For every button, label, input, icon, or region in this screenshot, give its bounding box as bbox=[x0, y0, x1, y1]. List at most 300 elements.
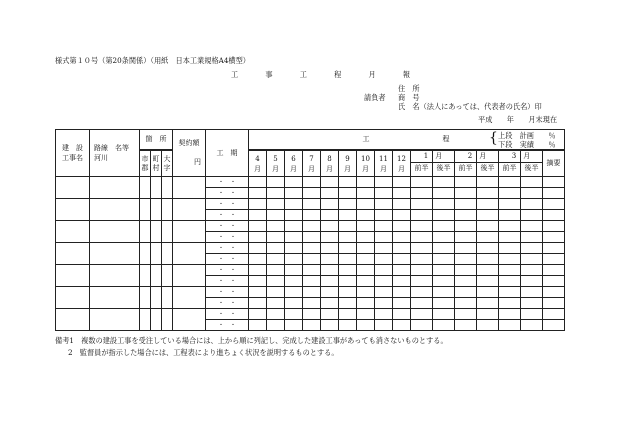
progress-cell[interactable] bbox=[303, 265, 321, 276]
header-city-county: 市 郡 bbox=[140, 151, 151, 177]
progress-cell[interactable] bbox=[543, 287, 565, 298]
entry-cell[interactable] bbox=[90, 287, 140, 309]
entry-cell[interactable] bbox=[173, 221, 206, 243]
progress-cell[interactable] bbox=[375, 232, 393, 243]
progress-cell[interactable] bbox=[267, 309, 285, 320]
progress-cell[interactable] bbox=[285, 254, 303, 265]
progress-cell[interactable] bbox=[455, 298, 477, 309]
progress-cell[interactable] bbox=[339, 298, 357, 309]
entry-cell[interactable] bbox=[140, 265, 151, 287]
progress-cell[interactable] bbox=[339, 210, 357, 221]
progress-cell[interactable] bbox=[499, 276, 521, 287]
progress-cell[interactable] bbox=[433, 298, 455, 309]
progress-cell[interactable] bbox=[499, 199, 521, 210]
progress-cell[interactable] bbox=[393, 254, 411, 265]
progress-cell[interactable] bbox=[393, 177, 411, 188]
entry-cell[interactable] bbox=[90, 265, 140, 287]
progress-cell[interactable] bbox=[267, 298, 285, 309]
progress-cell[interactable] bbox=[499, 210, 521, 221]
progress-cell[interactable] bbox=[543, 320, 565, 331]
progress-cell[interactable] bbox=[521, 287, 543, 298]
progress-cell[interactable] bbox=[433, 276, 455, 287]
progress-cell[interactable] bbox=[411, 243, 433, 254]
progress-cell[interactable] bbox=[375, 210, 393, 221]
progress-cell[interactable] bbox=[455, 309, 477, 320]
progress-cell[interactable] bbox=[543, 265, 565, 276]
progress-cell[interactable] bbox=[455, 199, 477, 210]
entry-cell[interactable] bbox=[151, 309, 162, 331]
progress-cell[interactable] bbox=[499, 309, 521, 320]
progress-cell[interactable] bbox=[267, 177, 285, 188]
progress-cell[interactable] bbox=[521, 232, 543, 243]
progress-cell[interactable] bbox=[303, 221, 321, 232]
progress-cell[interactable] bbox=[267, 199, 285, 210]
entry-cell[interactable] bbox=[56, 177, 90, 199]
period-cell[interactable]: ・ ・ bbox=[206, 243, 249, 254]
progress-cell[interactable] bbox=[433, 232, 455, 243]
progress-cell[interactable] bbox=[411, 320, 433, 331]
table-row bbox=[56, 177, 565, 188]
progress-cell[interactable] bbox=[477, 287, 499, 298]
progress-cell[interactable] bbox=[543, 221, 565, 232]
progress-cell[interactable] bbox=[543, 188, 565, 199]
progress-cell[interactable] bbox=[375, 287, 393, 298]
progress-cell[interactable] bbox=[411, 254, 433, 265]
header-contract-amount: 契約額 円 bbox=[173, 130, 206, 177]
progress-cell[interactable] bbox=[521, 210, 543, 221]
progress-cell[interactable] bbox=[303, 320, 321, 331]
progress-cell[interactable] bbox=[285, 199, 303, 210]
progress-cell[interactable] bbox=[375, 265, 393, 276]
progress-cell[interactable] bbox=[499, 232, 521, 243]
progress-cell[interactable] bbox=[375, 298, 393, 309]
progress-cell[interactable] bbox=[477, 254, 499, 265]
entry-cell[interactable] bbox=[162, 243, 173, 265]
entry-cell[interactable] bbox=[56, 265, 90, 287]
progress-cell[interactable] bbox=[433, 177, 455, 188]
period-cell[interactable]: ・ ・ bbox=[206, 177, 249, 188]
header-month-5: 5 月 bbox=[267, 151, 285, 177]
entry-cell[interactable] bbox=[90, 309, 140, 331]
progress-cell[interactable] bbox=[285, 177, 303, 188]
progress-cell[interactable] bbox=[477, 177, 499, 188]
header-work-name: 建 設 工事名 bbox=[56, 130, 90, 177]
progress-cell[interactable] bbox=[543, 177, 565, 188]
header-process: 工 程 bbox=[249, 130, 565, 150]
progress-cell[interactable] bbox=[499, 320, 521, 331]
document-title: 工 事 工 程 月 報 bbox=[231, 70, 421, 79]
progress-cell[interactable] bbox=[393, 210, 411, 221]
progress-cell[interactable] bbox=[393, 243, 411, 254]
progress-cell[interactable] bbox=[433, 254, 455, 265]
progress-cell[interactable] bbox=[303, 298, 321, 309]
progress-cell[interactable] bbox=[303, 309, 321, 320]
progress-cell[interactable] bbox=[521, 199, 543, 210]
progress-cell[interactable] bbox=[393, 199, 411, 210]
progress-cell[interactable] bbox=[477, 243, 499, 254]
progress-cell[interactable] bbox=[411, 276, 433, 287]
progress-cell[interactable] bbox=[321, 254, 339, 265]
progress-cell[interactable] bbox=[357, 188, 375, 199]
progress-cell[interactable] bbox=[499, 221, 521, 232]
progress-cell[interactable] bbox=[499, 298, 521, 309]
progress-cell[interactable] bbox=[321, 298, 339, 309]
progress-cell[interactable] bbox=[339, 276, 357, 287]
entry-cell[interactable] bbox=[173, 265, 206, 287]
progress-cell[interactable] bbox=[455, 276, 477, 287]
progress-cell[interactable] bbox=[411, 232, 433, 243]
progress-cell[interactable] bbox=[433, 309, 455, 320]
period-cell[interactable]: ・ ・ bbox=[206, 320, 249, 331]
progress-cell[interactable] bbox=[393, 221, 411, 232]
progress-cell[interactable] bbox=[267, 232, 285, 243]
progress-cell[interactable] bbox=[303, 188, 321, 199]
progress-cell[interactable] bbox=[303, 199, 321, 210]
progress-cell[interactable] bbox=[303, 232, 321, 243]
progress-cell[interactable] bbox=[521, 265, 543, 276]
progress-cell[interactable] bbox=[375, 276, 393, 287]
progress-cell[interactable] bbox=[321, 199, 339, 210]
header-half-3: 後半 bbox=[477, 151, 499, 177]
period-cell[interactable]: ・ ・ bbox=[206, 309, 249, 320]
progress-cell[interactable] bbox=[339, 243, 357, 254]
progress-cell[interactable] bbox=[249, 243, 267, 254]
entry-cell[interactable] bbox=[140, 177, 151, 199]
progress-cell[interactable] bbox=[249, 309, 267, 320]
progress-cell[interactable] bbox=[477, 320, 499, 331]
progress-cell[interactable] bbox=[357, 210, 375, 221]
entry-cell[interactable] bbox=[90, 177, 140, 199]
progress-cell[interactable] bbox=[375, 320, 393, 331]
progress-cell[interactable] bbox=[411, 221, 433, 232]
entry-cell[interactable] bbox=[140, 199, 151, 221]
entry-cell[interactable] bbox=[140, 309, 151, 331]
period-cell[interactable]: ・ ・ bbox=[206, 254, 249, 265]
progress-cell[interactable] bbox=[285, 265, 303, 276]
header-route-river: 路線 名等 河川 bbox=[90, 130, 140, 177]
progress-cell[interactable] bbox=[249, 320, 267, 331]
progress-cell[interactable] bbox=[455, 320, 477, 331]
progress-cell[interactable] bbox=[433, 320, 455, 331]
progress-cell[interactable] bbox=[285, 232, 303, 243]
progress-cell[interactable] bbox=[303, 276, 321, 287]
entry-cell[interactable] bbox=[173, 243, 206, 265]
progress-cell[interactable] bbox=[393, 265, 411, 276]
progress-cell[interactable] bbox=[543, 254, 565, 265]
progress-cell[interactable] bbox=[375, 177, 393, 188]
progress-cell[interactable] bbox=[321, 232, 339, 243]
progress-cell[interactable] bbox=[393, 298, 411, 309]
progress-cell[interactable] bbox=[477, 188, 499, 199]
period-cell[interactable]: ・ ・ bbox=[206, 199, 249, 210]
progress-cell[interactable] bbox=[303, 177, 321, 188]
progress-cell[interactable] bbox=[499, 265, 521, 276]
progress-cell[interactable] bbox=[357, 177, 375, 188]
period-cell[interactable]: ・ ・ bbox=[206, 210, 249, 221]
entry-cell[interactable] bbox=[162, 265, 173, 287]
progress-cell[interactable] bbox=[375, 243, 393, 254]
entry-cell[interactable] bbox=[151, 265, 162, 287]
progress-cell[interactable] bbox=[357, 298, 375, 309]
progress-cell[interactable] bbox=[267, 210, 285, 221]
entry-cell[interactable] bbox=[173, 199, 206, 221]
progress-cell[interactable] bbox=[321, 309, 339, 320]
progress-cell[interactable] bbox=[375, 254, 393, 265]
progress-cell[interactable] bbox=[285, 243, 303, 254]
entry-cell[interactable] bbox=[56, 287, 90, 309]
table-row bbox=[56, 309, 565, 320]
progress-cell[interactable] bbox=[249, 287, 267, 298]
progress-cell[interactable] bbox=[521, 188, 543, 199]
progress-cell[interactable] bbox=[339, 232, 357, 243]
progress-cell[interactable] bbox=[499, 188, 521, 199]
entry-cell[interactable] bbox=[140, 243, 151, 265]
progress-cell[interactable] bbox=[285, 309, 303, 320]
entry-cell[interactable] bbox=[151, 221, 162, 243]
progress-cell[interactable] bbox=[249, 265, 267, 276]
progress-cell[interactable] bbox=[477, 210, 499, 221]
progress-cell[interactable] bbox=[393, 287, 411, 298]
entry-cell[interactable] bbox=[90, 199, 140, 221]
entry-cell[interactable] bbox=[162, 309, 173, 331]
entry-cell[interactable] bbox=[162, 287, 173, 309]
entry-cell[interactable] bbox=[56, 221, 90, 243]
progress-cell[interactable] bbox=[411, 298, 433, 309]
progress-cell[interactable] bbox=[357, 199, 375, 210]
entry-cell[interactable] bbox=[162, 199, 173, 221]
progress-cell[interactable] bbox=[285, 298, 303, 309]
progress-cell[interactable] bbox=[267, 188, 285, 199]
period-cell[interactable]: ・ ・ bbox=[206, 188, 249, 199]
progress-cell[interactable] bbox=[499, 254, 521, 265]
progress-cell[interactable] bbox=[267, 221, 285, 232]
progress-cell[interactable] bbox=[339, 199, 357, 210]
progress-cell[interactable] bbox=[249, 177, 267, 188]
entry-cell[interactable] bbox=[162, 177, 173, 199]
progress-cell[interactable] bbox=[499, 243, 521, 254]
progress-cell[interactable] bbox=[357, 254, 375, 265]
period-cell[interactable]: ・ ・ bbox=[206, 298, 249, 309]
progress-cell[interactable] bbox=[455, 188, 477, 199]
entry-cell[interactable] bbox=[173, 309, 206, 331]
progress-cell[interactable] bbox=[411, 287, 433, 298]
progress-cell[interactable] bbox=[375, 221, 393, 232]
progress-cell[interactable] bbox=[357, 221, 375, 232]
progress-cell[interactable] bbox=[411, 177, 433, 188]
progress-cell[interactable] bbox=[543, 243, 565, 254]
header-month-7: 7 月 bbox=[303, 151, 321, 177]
progress-cell[interactable] bbox=[339, 309, 357, 320]
note-2: 2 監督員が指示した場合には、工程表により進ちょく状況を説明するものとする。 bbox=[68, 348, 339, 357]
progress-cell[interactable] bbox=[249, 298, 267, 309]
progress-cell[interactable] bbox=[411, 199, 433, 210]
progress-cell[interactable] bbox=[521, 320, 543, 331]
progress-cell[interactable] bbox=[375, 309, 393, 320]
progress-cell[interactable] bbox=[411, 309, 433, 320]
progress-cell[interactable] bbox=[521, 298, 543, 309]
progress-cell[interactable] bbox=[411, 210, 433, 221]
entry-cell[interactable] bbox=[173, 177, 206, 199]
progress-cell[interactable] bbox=[285, 210, 303, 221]
progress-cell[interactable] bbox=[393, 188, 411, 199]
entry-cell[interactable] bbox=[140, 287, 151, 309]
progress-cell[interactable] bbox=[339, 177, 357, 188]
progress-cell[interactable] bbox=[543, 298, 565, 309]
progress-cell[interactable] bbox=[321, 265, 339, 276]
progress-cell[interactable] bbox=[433, 188, 455, 199]
progress-cell[interactable] bbox=[521, 243, 543, 254]
entry-cell[interactable] bbox=[56, 199, 90, 221]
progress-cell[interactable] bbox=[455, 210, 477, 221]
progress-cell[interactable] bbox=[321, 320, 339, 331]
progress-cell[interactable] bbox=[303, 254, 321, 265]
progress-cell[interactable] bbox=[339, 287, 357, 298]
progress-cell[interactable] bbox=[249, 199, 267, 210]
progress-cell[interactable] bbox=[477, 199, 499, 210]
period-cell[interactable]: ・ ・ bbox=[206, 232, 249, 243]
progress-cell[interactable] bbox=[455, 243, 477, 254]
progress-cell[interactable] bbox=[321, 221, 339, 232]
entry-cell[interactable] bbox=[173, 287, 206, 309]
entry-cell[interactable] bbox=[151, 199, 162, 221]
progress-cell[interactable] bbox=[411, 265, 433, 276]
progress-cell[interactable] bbox=[267, 254, 285, 265]
header-period: 工 期 bbox=[206, 130, 249, 177]
progress-cell[interactable] bbox=[339, 221, 357, 232]
progress-cell[interactable] bbox=[543, 210, 565, 221]
progress-cell[interactable] bbox=[285, 221, 303, 232]
entry-cell[interactable] bbox=[90, 243, 140, 265]
progress-cell[interactable] bbox=[285, 287, 303, 298]
progress-cell[interactable] bbox=[499, 177, 521, 188]
entry-cell[interactable] bbox=[151, 287, 162, 309]
progress-cell[interactable] bbox=[357, 232, 375, 243]
progress-cell[interactable] bbox=[477, 276, 499, 287]
progress-cell[interactable] bbox=[339, 188, 357, 199]
progress-cell[interactable] bbox=[321, 243, 339, 254]
progress-cell[interactable] bbox=[477, 265, 499, 276]
progress-cell[interactable] bbox=[285, 188, 303, 199]
progress-cell[interactable] bbox=[543, 309, 565, 320]
report-date-line: 平成 年 月末現在 bbox=[478, 115, 558, 124]
header-town-village: 町 村 bbox=[151, 151, 162, 177]
entry-cell[interactable] bbox=[162, 221, 173, 243]
progress-cell[interactable] bbox=[321, 188, 339, 199]
progress-cell[interactable] bbox=[433, 243, 455, 254]
progress-cell[interactable] bbox=[543, 199, 565, 210]
entry-cell[interactable] bbox=[151, 243, 162, 265]
progress-cell[interactable] bbox=[357, 309, 375, 320]
progress-cell[interactable] bbox=[321, 177, 339, 188]
progress-cell[interactable] bbox=[521, 177, 543, 188]
progress-cell[interactable] bbox=[249, 188, 267, 199]
progress-cell[interactable] bbox=[521, 309, 543, 320]
progress-cell[interactable] bbox=[433, 287, 455, 298]
period-cell[interactable]: ・ ・ bbox=[206, 221, 249, 232]
header-month-4: 4 月 bbox=[249, 151, 267, 177]
progress-cell[interactable] bbox=[267, 287, 285, 298]
progress-cell[interactable] bbox=[303, 287, 321, 298]
progress-cell[interactable] bbox=[357, 265, 375, 276]
progress-cell[interactable] bbox=[285, 276, 303, 287]
entry-cell[interactable] bbox=[151, 177, 162, 199]
progress-cell[interactable] bbox=[455, 287, 477, 298]
progress-cell[interactable] bbox=[267, 320, 285, 331]
progress-cell[interactable] bbox=[455, 265, 477, 276]
progress-cell[interactable] bbox=[433, 221, 455, 232]
progress-cell[interactable] bbox=[357, 243, 375, 254]
table-row bbox=[56, 243, 565, 254]
progress-cell[interactable] bbox=[393, 320, 411, 331]
progress-cell[interactable] bbox=[477, 232, 499, 243]
progress-cell[interactable] bbox=[267, 276, 285, 287]
progress-cell[interactable] bbox=[321, 276, 339, 287]
progress-cell[interactable] bbox=[455, 177, 477, 188]
entry-cell[interactable] bbox=[56, 243, 90, 265]
progress-cell[interactable] bbox=[339, 265, 357, 276]
progress-cell[interactable] bbox=[521, 221, 543, 232]
trade-name-label: 商 号 bbox=[398, 93, 420, 102]
progress-cell[interactable] bbox=[477, 298, 499, 309]
progress-cell[interactable] bbox=[543, 276, 565, 287]
progress-cell[interactable] bbox=[321, 287, 339, 298]
progress-cell[interactable] bbox=[249, 221, 267, 232]
progress-cell[interactable] bbox=[357, 276, 375, 287]
period-cell[interactable]: ・ ・ bbox=[206, 265, 249, 276]
progress-cell[interactable] bbox=[339, 320, 357, 331]
progress-cell[interactable] bbox=[249, 276, 267, 287]
progress-cell[interactable] bbox=[357, 320, 375, 331]
progress-cell[interactable] bbox=[393, 309, 411, 320]
progress-cell[interactable] bbox=[339, 254, 357, 265]
progress-cell[interactable] bbox=[521, 254, 543, 265]
progress-cell[interactable] bbox=[455, 254, 477, 265]
progress-cell[interactable] bbox=[411, 188, 433, 199]
progress-cell[interactable] bbox=[321, 210, 339, 221]
progress-cell[interactable] bbox=[249, 232, 267, 243]
progress-cell[interactable] bbox=[375, 188, 393, 199]
progress-cell[interactable] bbox=[285, 320, 303, 331]
progress-cell[interactable] bbox=[393, 276, 411, 287]
progress-cell[interactable] bbox=[543, 232, 565, 243]
progress-cell[interactable] bbox=[267, 265, 285, 276]
progress-cell[interactable] bbox=[375, 199, 393, 210]
progress-cell[interactable] bbox=[455, 232, 477, 243]
progress-cell[interactable] bbox=[267, 243, 285, 254]
progress-cell[interactable] bbox=[303, 210, 321, 221]
progress-cell[interactable] bbox=[433, 265, 455, 276]
progress-cell[interactable] bbox=[433, 210, 455, 221]
entry-cell[interactable] bbox=[56, 309, 90, 331]
progress-cell[interactable] bbox=[477, 309, 499, 320]
entry-cell[interactable] bbox=[90, 221, 140, 243]
table-row bbox=[56, 221, 565, 232]
progress-cell[interactable] bbox=[455, 221, 477, 232]
period-cell[interactable]: ・ ・ bbox=[206, 276, 249, 287]
progress-cell[interactable] bbox=[303, 243, 321, 254]
progress-cell[interactable] bbox=[499, 287, 521, 298]
progress-cell[interactable] bbox=[393, 232, 411, 243]
progress-cell[interactable] bbox=[521, 276, 543, 287]
legend-plan: 上段 計画 ％ bbox=[498, 131, 556, 140]
progress-cell[interactable] bbox=[357, 287, 375, 298]
progress-cell[interactable] bbox=[249, 254, 267, 265]
progress-cell[interactable] bbox=[477, 221, 499, 232]
progress-cell[interactable] bbox=[433, 199, 455, 210]
period-cell[interactable]: ・ ・ bbox=[206, 287, 249, 298]
progress-cell[interactable] bbox=[249, 210, 267, 221]
entry-cell[interactable] bbox=[140, 221, 151, 243]
